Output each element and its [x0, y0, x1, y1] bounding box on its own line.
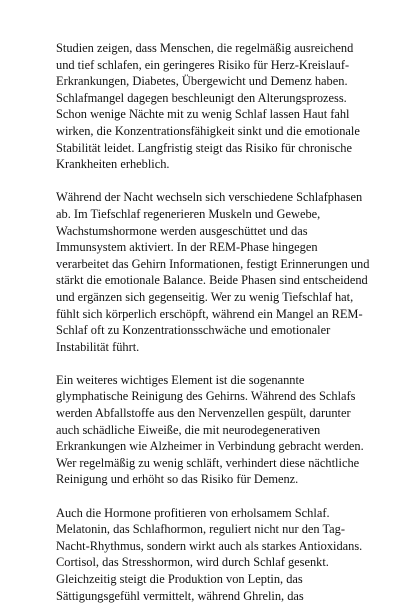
paragraph-glymphatic-cleaning: [56, 372, 376, 488]
text-line: Schon wenige Nächte mit zu wenig Schlaf lassen Haut fahl: [56, 107, 350, 122]
text-line: Wachstumshormone werden ausgeschüttet und das: [56, 223, 308, 238]
text-line: Erkrankungen, Diabetes, Übergewicht und Demenz haben.: [56, 74, 348, 89]
text-line: fühlt sich körperlich erschöpft, während ein Mangel an REM-: [56, 306, 363, 321]
document-page: [56, 40, 376, 604]
text-line: Instabilität führt.: [56, 339, 140, 354]
text-line: Melatonin, das Schlafhormon, reguliert nicht nur den Tag-: [56, 522, 345, 537]
text-line: Cortisol, das Stresshormon, wird durch Schlaf gesenkt.: [56, 555, 329, 570]
text-line: Erkrankungen wie Alzheimer in Verbindung gebracht werden.: [56, 439, 364, 454]
text-line: Studien zeigen, dass Menschen, die regelmäßig ausreichend: [56, 41, 354, 55]
text-line: Auch die Hormone profitieren von erholsamem Schlaf.: [56, 505, 330, 520]
text-line: Schlaf oft zu Konzentrationsschwäche und emotionaler: [56, 323, 331, 338]
text-line: Krankheiten erheblich.: [56, 157, 170, 172]
text-line: ab. Im Tiefschlaf regenerieren Muskeln und Gewebe,: [56, 206, 321, 221]
text-line: wirken, die Konzentrationsfähigkeit sinkt und die emotionale: [56, 123, 360, 138]
text-line: werden Abfallstoffe aus den Nervenzellen gespült, darunter: [56, 406, 351, 421]
text-line: Immunsystem aktiviert. In der REM-Phase hingegen: [56, 240, 318, 255]
text-line: Nacht-Rhythmus, sondern wirkt auch als starkes Antioxidans.: [56, 538, 363, 553]
text-line: Schlafmangel dagegen beschleunigt den Alterungsprozess.: [56, 90, 347, 105]
paragraph-sleep-health-risks: [56, 40, 376, 173]
text-line: Während der Nacht wechseln sich verschiedene Schlafphasen: [56, 190, 363, 205]
text-line: Gleichzeitig steigt die Produktion von Leptin, das: [56, 572, 303, 586]
text-line: Stabilität leidet. Langfristig steigt das Risiko für chronische: [56, 140, 352, 155]
text-line: Ein weiteres wichtiges Element ist die sogenannte: [56, 372, 305, 387]
text-line: glymphatische Reinigung des Gehirns. Während des Schlafs: [56, 389, 356, 404]
text-line: Sättigungsgefühl vermittelt, während Ghrelin, das: [56, 588, 304, 603]
text-line: Wer regelmäßig zu wenig schläft, verhindert diese nächtliche: [56, 455, 360, 470]
text-line: und ergänzen sich gegenseitig. Wer zu wenig Tiefschlaf hat,: [56, 289, 354, 304]
text-line: Reinigung und erhöht so das Risiko für Demenz.: [56, 472, 299, 487]
paragraph-sleep-phases: [56, 189, 376, 355]
paragraph-hormones: [56, 505, 376, 604]
text-line: stärkt die emotionale Balance. Beide Phasen sind entscheidend: [56, 273, 368, 288]
text-line: verarbeitet das Gehirn Informationen, festigt Erinnerungen und: [56, 256, 370, 271]
text-line: und tief schlafen, ein geringeres Risiko für Herz-Kreislauf-: [56, 57, 350, 72]
text-line: auch schädliche Eiweiße, die mit neurodegenerativen: [56, 422, 321, 437]
